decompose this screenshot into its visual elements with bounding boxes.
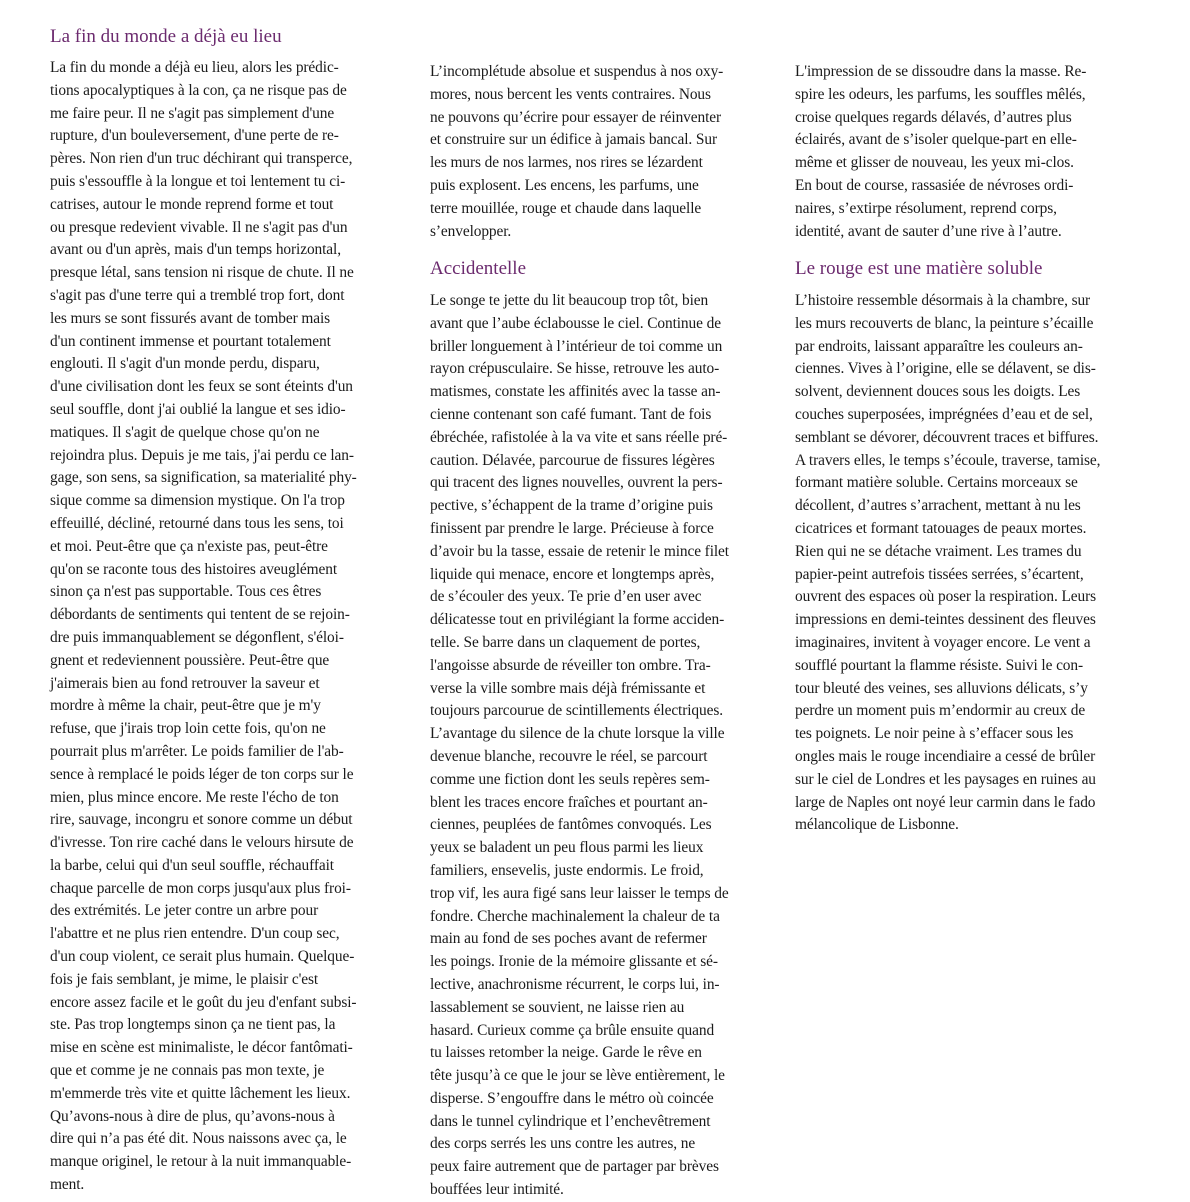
text-line: croise quelques regards délavés, d’autres plus [795, 108, 1072, 126]
text-line: et moi. Peut-être que ça n'existe pas, peut-être [50, 537, 328, 555]
text-line: délicatesse tout en privilégiant la forme acciden- [430, 611, 725, 629]
text-line: des corps serrés les uns contre les autres, ne [430, 1135, 696, 1153]
text-line: L’histoire ressemble désormais à la chambre, sur [795, 292, 1091, 309]
text-line: tu laisses retomber la neige. Garde le rêve en [430, 1044, 702, 1062]
text-line: finissent par prendre le large. Précieuse à force [430, 519, 714, 537]
text-line: ciennes, peuplées de fantômes convoqués. Les [430, 816, 712, 834]
text-line: j'aimerais bien au fond retrouver la saveur et [50, 674, 320, 692]
text-line: matiques. Il s'agit de quelque chose qu'on ne [50, 423, 320, 441]
text-line: tes poignets. Le noir peine à s’effacer sous les [795, 725, 1074, 743]
text-line: qu'on se raconte tous des histoires aveuglément [50, 560, 338, 578]
text-line: ou presque redevient vivable. Il ne s'agit pas d'un [50, 218, 348, 236]
text-line: mélancolique de Lisbonne. [795, 816, 959, 834]
section-title-le-rouge: Le rouge est une matière soluble [795, 258, 1043, 279]
text-line: mores, nous bercent les vents contraires. Nous [430, 85, 711, 103]
text-line: rayon crépusculaire. Se hisse, retrouve les auto- [430, 360, 720, 378]
text-line: s'agit pas d'une terre qui a tremblé trop fort, dont [50, 286, 345, 304]
text-line: cienne contenant son café fumant. Tant de fois [430, 405, 712, 423]
text-line: briller longuement à l’intérieur de toi comme un [430, 337, 723, 355]
text-line: ne pouvons qu’écrire pour essayer de réinventer [430, 108, 722, 126]
text-line: matismes, constate les affinités avec la tasse an- [430, 383, 721, 401]
text-line: La fin du monde a déjà eu lieu, alors les prédic- [50, 59, 339, 76]
text-line: terre mouillée, rouge et chaude dans laquelle [430, 199, 702, 217]
text-line: tour bleuté des veines, ses alluvions délicats, s’y [795, 679, 1088, 697]
section-body-le-rouge [795, 290, 1100, 837]
text-line: lassablement se souvient, ne laisse rien au [430, 998, 685, 1016]
text-line: avant que l’aube éclabousse le ciel. Continue de [430, 314, 721, 332]
text-line: yeux se baladent un peu flous parmi les lieux [430, 839, 704, 857]
text-line: pères. Non rien d'un truc déchirant qui transperce, [50, 150, 353, 168]
text-line: peux faire autrement que de partager par brèves [430, 1158, 719, 1176]
text-line: formant matière soluble. Certains morceaux se [795, 474, 1078, 492]
text-line: trop vif, les aura figé sans leur laisser le temps de [430, 884, 729, 902]
text-line: mien, plus mince encore. Me reste l'écho de ton [50, 788, 339, 806]
section-title-accidentelle: Accidentelle [430, 258, 527, 279]
text-line: soufflé pourtant la flamme résiste. Suivi le con- [795, 656, 1084, 674]
text-line: l'abattre et ne plus rien entendre. D'un coup sec, [50, 925, 340, 943]
section-body-accidentelle [430, 290, 729, 1202]
text-line: rupture, d'un bouleversement, d'une perte de re- [50, 127, 339, 145]
text-line: qui tracent des lignes nouvelles, ouvrent la pers- [430, 474, 723, 492]
text-line: identité, avant de sauter d’une rive à l’autre. [795, 222, 1062, 240]
text-line: puis explosent. Les encens, les parfums, une [430, 176, 699, 194]
text-line: main au fond de ses poches avant de refermer [430, 930, 707, 948]
text-line: manque originel, le retour à la nuit immanquable- [50, 1153, 352, 1171]
text-line: lective, anachronisme récurrent, le corps lui, in- [430, 975, 720, 993]
text-line: sence à remplacé le poids léger de ton corps sur le [50, 765, 354, 783]
text-line: m'emmerde très vite et quitte lâchement les lieux. [50, 1084, 351, 1102]
text-line: les poings. Ironie de la mémoire glissante et sé- [430, 953, 718, 971]
text-line: dans le tunnel cylindrique et l’enchevêtrement [430, 1112, 711, 1130]
text-line: solvent, deviennent douces sous les doigts. Les [795, 383, 1081, 401]
text-line: tête jusqu’à ce que le jour se lève entièrement, le [430, 1067, 725, 1085]
text-line: par endroits, laissant apparaître les couleurs an- [795, 337, 1083, 355]
text-line: spire les odeurs, les parfums, les souffles mêlés, [795, 85, 1086, 103]
text-line: devenue blanche, recouvre le réel, se parcourt [430, 747, 708, 765]
text-line: que et comme je ne connais pas mon texte, je [50, 1062, 325, 1080]
text-line: d'un continent immense et pourtant totalement [50, 332, 331, 350]
text-line: d'ivresse. Ton rire caché dans le velours hirsute de [50, 834, 354, 852]
text-line: comme une fiction dont les seuls repères sem- [430, 770, 710, 788]
text-line: semblant se dévorer, découvrent traces et biffures. [795, 428, 1099, 446]
text-line: cicatrices et formant tatouages de peaux mortes. [795, 519, 1087, 537]
text-line: ment. [50, 1176, 85, 1194]
text-line: effeuillé, décliné, retourné dans tous les sens, toi [50, 514, 344, 532]
text-line: L'impression de se dissoudre dans la masse. Re- [795, 63, 1087, 80]
text-line: des extrémités. Le jeter contre un arbre pour [50, 902, 319, 920]
text-line: pourrait plus m'arrêter. Le poids familier de l'ab- [50, 742, 344, 760]
text-line: dire qui n’a pas été dit. Nous naissons avec ça, le [50, 1130, 347, 1148]
text-line: A travers elles, le temps s’écoule, traverse, tamise, [795, 451, 1101, 469]
text-line: Qu’avons-nous à dire de plus, qu’avons-nous à [50, 1107, 335, 1125]
text-line: perdre un moment puis m’endormir au creux de [795, 702, 1086, 720]
text-line: caution. Délavée, parcourue de fissures légères [430, 451, 715, 469]
text-line: ouvrent des espaces où poser la respiration. Leurs [795, 588, 1097, 606]
text-line: chaque parcelle de mon corps jusqu'aux plus froi- [50, 879, 351, 897]
text-line: mise en scène est minimaliste, le décor fantômati- [50, 1039, 353, 1057]
text-line: avant ou d'un après, mais d'un temps horizontal, [50, 241, 341, 259]
text-line: d’avoir bu la tasse, essaie de retenir le mince filet [430, 542, 729, 560]
text-line: presque létal, sans tension ni risque de chute. Il ne [50, 264, 354, 282]
text-line: s’envelopper. [430, 222, 512, 240]
text-line: familiers, ensevelis, juste endormis. Le froid, [430, 861, 704, 879]
text-line: disperse. S’engouffre dans le métro où coincée [430, 1089, 714, 1107]
text-line: toujours parcourue de scintillements électriques. [430, 702, 723, 720]
text-line: hasard. Curieux comme ça brûle ensuite quand [430, 1021, 715, 1039]
text-line: décollent, d’autres s’arrachent, mettant à nu les [795, 497, 1081, 515]
text-line: gage, son sens, sa signification, sa materialité phy- [50, 469, 357, 487]
text-line: sinon ça n'est pas supportable. Tous ces êtres [50, 583, 322, 601]
text-line: imaginaires, invitent à voyager encore. Le vent a [795, 633, 1091, 651]
text-line: l'angoisse absurde de réveiller ton ombre. Tra- [430, 656, 711, 674]
text-line: ongles mais le rouge incendiaire a cessé de brûler [795, 747, 1096, 765]
text-line: tions apocalyptiques à la con, ça ne risque pas de [50, 81, 347, 99]
text-line: couches superposées, imprégnées d’eau et de sel, [795, 405, 1093, 423]
text-line: me faire peur. Il ne s'agit pas simplement d'une [50, 104, 335, 122]
text-line: impressions en demi-teintes dessinent des fleuves [795, 611, 1096, 629]
text-line: les murs de nos larmes, nos rires se lézardent [430, 154, 703, 172]
text-line: puis s'essouffle à la longue et toi lentement tu ci- [50, 172, 346, 190]
text-line: Rien qui ne se détache vraiment. Les trames du [795, 542, 1082, 560]
text-line: liquide qui menace, encore et longtemps après, [430, 565, 715, 583]
text-line: même et glisser de nouveau, les yeux mi-clos. [795, 154, 1074, 172]
text-line: telle. Se barre dans un claquement de portes, [430, 633, 701, 651]
text-line: seul souffle, dont j'ai oublié la langue et ses idio- [50, 400, 346, 418]
text-line: ciennes. Vives à l’origine, elle se délavent, se dis- [795, 360, 1096, 378]
text-line: sique comme sa dimension mystique. On l'a trop [50, 492, 345, 510]
text-line: sur le ciel de Londres et les paysages en ruines au [795, 770, 1096, 788]
text-line: catrises, autour le monde reprend forme et tout [50, 195, 334, 213]
text-line: englouti. Il s'agit d'un monde perdu, disparu, [50, 355, 320, 373]
section-title-fin-du-monde: La fin du monde a déjà eu lieu [50, 26, 282, 47]
text-line: ébréchée, rafistolée à la va vite et sans réelle pré- [430, 428, 728, 446]
text-line: d'une civilisation dont les feux se sont éteints d'un [50, 378, 353, 396]
text-line: fondre. Cherche machinalement la chaleur de ta [430, 907, 720, 925]
text-line: L’avantage du silence de la chute lorsque la ville [430, 725, 725, 743]
text-line: mordre à même la chair, peut-être que je m'y [50, 697, 321, 715]
text-line: fois je fais semblant, je mime, le plaisir c'est [50, 970, 319, 988]
text-line: papier-peint autrefois tissées serrées, s’écartent, [795, 565, 1084, 583]
text-line: d'un coup violent, ce serait plus humain. Quelque- [50, 948, 355, 966]
text-line: verse la ville sombre mais déjà frémissante et [430, 679, 706, 697]
text-line: et construire sur un édifice à jamais bancal. Sur [430, 131, 717, 149]
text-line: éclairés, avant de s’isoler quelque-part en elle- [795, 131, 1077, 149]
text-line: les murs se sont fissurés avant de tomber mais [50, 309, 331, 327]
text-line: blent les traces encore fraîches et pourtant an- [430, 793, 708, 811]
text-line: En bout de course, rassasiée de névroses ordi- [795, 176, 1074, 194]
text-line: pective, s’échappent de la trame d’origine puis [430, 497, 713, 515]
text-line: L’incomplétude absolue et suspendus à nos oxy- [430, 63, 724, 80]
text-line: dre puis immanquablement se dégonflent, s'éloi- [50, 628, 344, 646]
text-line: naires, s’extirpe résolument, reprend corps, [795, 199, 1057, 217]
text-line: débordants de sentiments qui tentent de se rejoin- [50, 606, 350, 624]
section-body-continuation-2 [795, 61, 1086, 243]
text-line: Le songe te jette du lit beaucoup trop tôt, bien [430, 292, 709, 309]
text-line: large de Naples ont noyé leur carmin dans le fado [795, 793, 1096, 811]
section-body-continuation [430, 61, 723, 243]
text-line: rejoindra plus. Depuis je me tais, j'ai perdu ce lan- [50, 446, 354, 464]
text-line: rire, sauvage, incongru et sonore comme un début [50, 811, 353, 829]
text-line: ste. Pas trop longtemps sinon ça ne tient pas, la [50, 1016, 336, 1034]
text-line: bouffées leur intimité. [430, 1181, 564, 1199]
text-line: les murs recouverts de blanc, la peinture s’écaille [795, 314, 1094, 332]
text-line: encore assez facile et le goût du jeu d'enfant subsi- [50, 993, 357, 1011]
section-body-fin-du-monde [50, 57, 357, 1197]
text-line: refuse, que j'irais trop loin cette fois, qu'on ne [50, 720, 326, 738]
text-line: de s’écouler des yeux. Te prie d’en user avec [430, 588, 702, 606]
text-line: gnent et redeviennent poussière. Peut-être que [50, 651, 330, 669]
text-line: la barbe, celui qui d'un seul souffle, réchauffait [50, 856, 334, 874]
